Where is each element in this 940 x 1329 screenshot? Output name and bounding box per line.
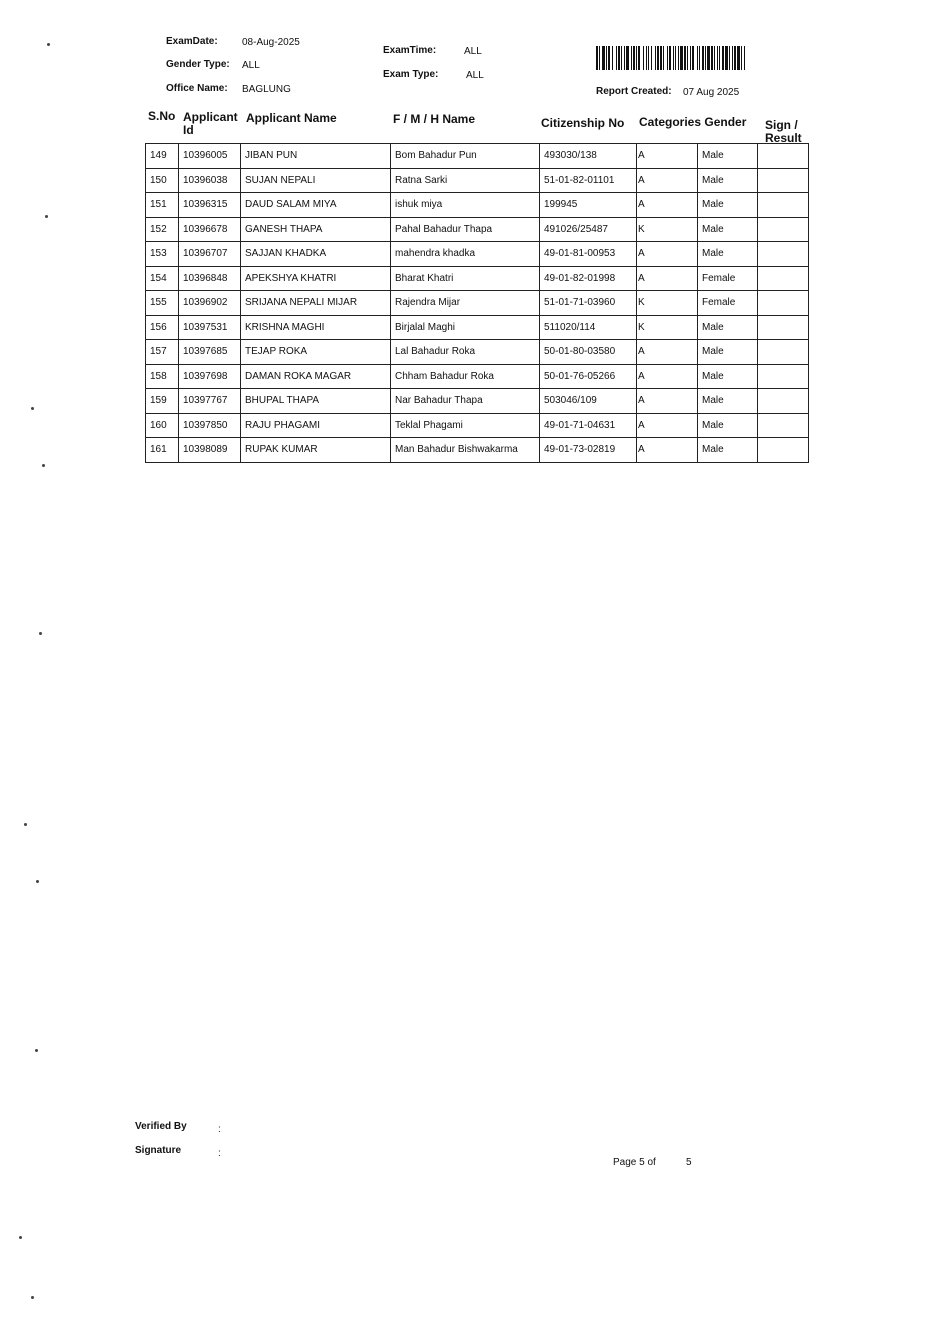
table-row <box>146 389 809 414</box>
cell-fmh-name: Bom Bahadur Pun <box>391 144 540 169</box>
verified-by-label: Verified By <box>135 1121 187 1132</box>
cell-applicant-id: 10396038 <box>179 168 241 193</box>
cell-citizenship: 49-01-81-00953 <box>540 242 637 267</box>
cell-category: A <box>637 364 698 389</box>
cell-applicant-name: RAJU PHAGAMI <box>241 413 391 438</box>
scan-speck <box>19 1236 22 1239</box>
scan-speck <box>24 823 27 826</box>
exam-date-label: ExamDate: <box>166 36 218 47</box>
cell-citizenship: 511020/114 <box>540 315 637 340</box>
cell-applicant-name: BHUPAL THAPA <box>241 389 391 414</box>
barcode-bar <box>744 46 745 70</box>
cell-citizenship: 50-01-76-05266 <box>540 364 637 389</box>
col-header-fmh-name: F / M / H Name <box>393 112 476 126</box>
barcode-bar <box>687 46 688 70</box>
cell-citizenship: 503046/109 <box>540 389 637 414</box>
cell-citizenship: 50-01-80-03580 <box>540 340 637 365</box>
col-header-citizenship: Citizenship No <box>541 116 625 130</box>
barcode-bar <box>616 46 617 70</box>
col-header-applicant-id-line1: Applicant <box>183 110 238 124</box>
cell-gender: Male <box>698 340 758 365</box>
barcode-bar <box>655 46 656 70</box>
cell-applicant-id: 10397850 <box>179 413 241 438</box>
col-header-sign-result <box>765 119 802 145</box>
cell-applicant-name: SRIJANA NEPALI MIJAR <box>241 291 391 316</box>
cell-gender: Male <box>698 389 758 414</box>
barcode-bar <box>660 46 662 70</box>
scan-speck <box>36 880 39 883</box>
scan-speck <box>35 1049 38 1052</box>
table-row <box>146 144 809 169</box>
cell-category: A <box>637 168 698 193</box>
cell-applicant-name: GANESH THAPA <box>241 217 391 242</box>
col-header-sign-line1: Sign / <box>765 118 798 132</box>
cell-applicant-id: 10397685 <box>179 340 241 365</box>
barcode-bar <box>631 46 632 70</box>
cell-applicant-id: 10396848 <box>179 266 241 291</box>
table-row <box>146 315 809 340</box>
barcode-bar <box>717 46 718 70</box>
table-row <box>146 291 809 316</box>
barcode-bar <box>596 46 598 70</box>
cell-gender: Male <box>698 193 758 218</box>
cell-fmh-name: ishuk miya <box>391 193 540 218</box>
table-row <box>146 217 809 242</box>
scan-speck <box>45 215 48 218</box>
barcode-bar <box>714 46 715 70</box>
barcode-bar <box>646 46 647 70</box>
cell-category: A <box>637 389 698 414</box>
cell-citizenship: 493030/138 <box>540 144 637 169</box>
cell-category: A <box>637 340 698 365</box>
cell-category: K <box>637 217 698 242</box>
cell-sign-result <box>758 340 809 365</box>
cell-gender: Female <box>698 291 758 316</box>
cell-gender: Male <box>698 413 758 438</box>
cell-fmh-name: mahendra khadka <box>391 242 540 267</box>
scan-speck <box>39 632 42 635</box>
barcode-bar <box>684 46 686 70</box>
report-created-value: 07 Aug 2025 <box>683 87 740 98</box>
barcode-bar <box>741 46 742 70</box>
barcode-bar <box>675 46 676 70</box>
cell-fmh-name: Chham Bahadur Roka <box>391 364 540 389</box>
cell-citizenship: 49-01-71-04631 <box>540 413 637 438</box>
barcode-bar <box>621 46 622 70</box>
cell-category: K <box>637 291 698 316</box>
barcode-bar <box>599 46 600 70</box>
exam-type-value: ALL <box>466 70 484 81</box>
barcode-bar <box>707 46 710 70</box>
cell-citizenship: 199945 <box>540 193 637 218</box>
gender-type-value: ALL <box>242 60 260 71</box>
cell-sno: 158 <box>146 364 179 389</box>
cell-fmh-name: Bharat Khatri <box>391 266 540 291</box>
cell-gender: Male <box>698 242 758 267</box>
cell-sign-result <box>758 217 809 242</box>
cell-sno: 157 <box>146 340 179 365</box>
barcode-bar <box>722 46 724 70</box>
scan-speck <box>42 464 45 467</box>
col-header-applicant-id-line2: Id <box>183 123 194 137</box>
cell-gender: Male <box>698 168 758 193</box>
scan-speck <box>31 1296 34 1299</box>
barcode-bar <box>606 46 607 70</box>
scan-speck <box>31 407 34 410</box>
barcode-bar <box>636 46 637 70</box>
barcode-bar <box>657 46 659 70</box>
cell-sno: 155 <box>146 291 179 316</box>
barcode-bar <box>690 46 691 70</box>
cell-applicant-id: 10396678 <box>179 217 241 242</box>
cell-category: A <box>637 193 698 218</box>
col-header-sign-line2: Result <box>765 131 802 145</box>
barcode-bar <box>638 46 640 70</box>
barcode-bar <box>732 46 733 70</box>
cell-fmh-name: Lal Bahadur Roka <box>391 340 540 365</box>
signature-colon: : <box>218 1148 221 1159</box>
cell-applicant-id: 10397531 <box>179 315 241 340</box>
barcode-bar <box>624 46 625 70</box>
cell-applicant-id: 10396707 <box>179 242 241 267</box>
barcode-bar <box>678 46 679 70</box>
exam-time-label: ExamTime: <box>383 45 437 56</box>
cell-applicant-name: SAJJAN KHADKA <box>241 242 391 267</box>
cell-sign-result <box>758 242 809 267</box>
cell-sign-result <box>758 168 809 193</box>
report-created-label: Report Created: <box>596 86 672 97</box>
barcode-bar <box>680 46 683 70</box>
barcode-bar <box>737 46 740 70</box>
page-number-label: Page 5 of <box>613 1157 656 1168</box>
table-row <box>146 266 809 291</box>
table-row <box>146 413 809 438</box>
cell-applicant-id: 10397767 <box>179 389 241 414</box>
barcode-bar <box>725 46 728 70</box>
cell-gender: Male <box>698 364 758 389</box>
cell-applicant-id: 10398089 <box>179 438 241 463</box>
cell-citizenship: 51-01-82-01101 <box>540 168 637 193</box>
cell-citizenship: 491026/25487 <box>540 217 637 242</box>
cell-sign-result <box>758 266 809 291</box>
cell-applicant-name: RUPAK KUMAR <box>241 438 391 463</box>
verified-by-colon: : <box>218 1124 221 1135</box>
barcode-bar <box>729 46 730 70</box>
barcode-bar <box>651 46 652 70</box>
cell-applicant-id: 10397698 <box>179 364 241 389</box>
cell-applicant-id: 10396902 <box>179 291 241 316</box>
table-row <box>146 242 809 267</box>
cell-applicant-id: 10396005 <box>179 144 241 169</box>
cell-applicant-name: SUJAN NEPALI <box>241 168 391 193</box>
barcode-bar <box>719 46 720 70</box>
barcode-bar <box>699 46 700 70</box>
col-header-applicant-name: Applicant Name <box>246 111 337 125</box>
page-total: 5 <box>686 1157 692 1168</box>
cell-category: A <box>637 438 698 463</box>
cell-fmh-name: Rajendra Mijar <box>391 291 540 316</box>
barcode-bar <box>602 46 605 70</box>
gender-type-label: Gender Type: <box>166 59 230 70</box>
cell-sno: 161 <box>146 438 179 463</box>
cell-sno: 150 <box>146 168 179 193</box>
cell-sno: 154 <box>146 266 179 291</box>
barcode-bar <box>663 46 664 70</box>
cell-sno: 152 <box>146 217 179 242</box>
table-row <box>146 193 809 218</box>
cell-sign-result <box>758 364 809 389</box>
barcode-bar <box>734 46 736 70</box>
cell-sno: 149 <box>146 144 179 169</box>
applicants-table <box>145 143 809 463</box>
barcode-image <box>596 46 808 70</box>
cell-fmh-name: Nar Bahadur Thapa <box>391 389 540 414</box>
barcode-bar <box>711 46 713 70</box>
exam-type-label: Exam Type: <box>383 69 439 80</box>
cell-sign-result <box>758 389 809 414</box>
barcode-bar <box>648 46 649 70</box>
cell-fmh-name: Birjalal Maghi <box>391 315 540 340</box>
barcode-bar <box>702 46 704 70</box>
col-header-applicant-id <box>183 111 238 137</box>
barcode-bar <box>618 46 620 70</box>
cell-category: A <box>637 413 698 438</box>
exam-date-value: 08-Aug-2025 <box>242 37 300 48</box>
cell-gender: Male <box>698 438 758 463</box>
barcode-bar <box>608 46 610 70</box>
cell-applicant-name: JIBAN PUN <box>241 144 391 169</box>
cell-citizenship: 49-01-73-02819 <box>540 438 637 463</box>
cell-applicant-name: DAUD SALAM MIYA <box>241 193 391 218</box>
cell-sign-result <box>758 193 809 218</box>
cell-applicant-name: KRISHNA MAGHI <box>241 315 391 340</box>
cell-gender: Male <box>698 144 758 169</box>
barcode-bar <box>643 46 644 70</box>
cell-gender: Male <box>698 315 758 340</box>
barcode-bar <box>667 46 668 70</box>
table-row <box>146 438 809 463</box>
cell-category: A <box>637 144 698 169</box>
table-row <box>146 168 809 193</box>
office-name-label: Office Name: <box>166 83 228 94</box>
cell-applicant-name: TEJAP ROKA <box>241 340 391 365</box>
cell-citizenship: 49-01-82-01998 <box>540 266 637 291</box>
table-row <box>146 364 809 389</box>
barcode-bar <box>705 46 706 70</box>
barcode-bar <box>633 46 635 70</box>
cell-sign-result <box>758 291 809 316</box>
barcode-bar <box>612 46 613 70</box>
col-header-categories-gender: Categories Gender <box>639 115 747 129</box>
cell-fmh-name: Ratna Sarki <box>391 168 540 193</box>
col-header-sno: S.No <box>148 109 176 123</box>
cell-citizenship: 51-01-71-03960 <box>540 291 637 316</box>
barcode-bar <box>669 46 671 70</box>
cell-applicant-name: APEKSHYA KHATRI <box>241 266 391 291</box>
cell-sno: 156 <box>146 315 179 340</box>
cell-category: A <box>637 242 698 267</box>
cell-sign-result <box>758 315 809 340</box>
office-name-value: BAGLUNG <box>242 84 291 95</box>
cell-sign-result <box>758 438 809 463</box>
cell-sno: 160 <box>146 413 179 438</box>
table-row <box>146 340 809 365</box>
barcode-bar <box>673 46 674 70</box>
cell-applicant-name: DAMAN ROKA MAGAR <box>241 364 391 389</box>
barcode-bar <box>692 46 694 70</box>
cell-sign-result <box>758 413 809 438</box>
barcode-bar <box>626 46 629 70</box>
signature-label: Signature <box>135 1145 182 1156</box>
cell-category: A <box>637 266 698 291</box>
cell-sign-result <box>758 144 809 169</box>
cell-fmh-name: Man Bahadur Bishwakarma <box>391 438 540 463</box>
cell-fmh-name: Pahal Bahadur Thapa <box>391 217 540 242</box>
scan-speck <box>47 43 50 46</box>
cell-sno: 159 <box>146 389 179 414</box>
cell-fmh-name: Teklal Phagami <box>391 413 540 438</box>
cell-gender: Female <box>698 266 758 291</box>
cell-gender: Male <box>698 217 758 242</box>
barcode-bar <box>697 46 698 70</box>
exam-time-value: ALL <box>464 46 482 57</box>
cell-category: K <box>637 315 698 340</box>
cell-applicant-id: 10396315 <box>179 193 241 218</box>
cell-sno: 153 <box>146 242 179 267</box>
cell-sno: 151 <box>146 193 179 218</box>
